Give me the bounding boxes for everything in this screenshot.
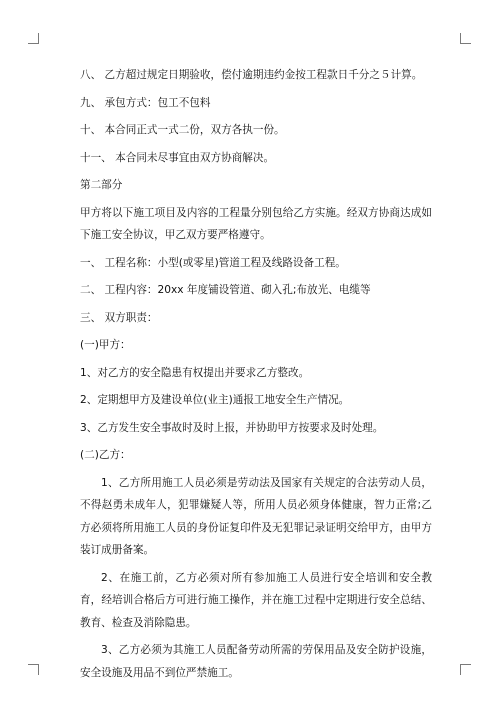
crop-mark-bottom-left [28, 664, 39, 675]
section-heading-part-two: 第二部分 [80, 179, 123, 191]
party-b-duty-2: 2、在施工前，乙方必须对所有参加施工人员进行安全培训和安全教育，经培训合格后方可进行施工操作，并在施工过程中定期进行安全总结、教育、检查及消除隐患。 [80, 571, 432, 629]
item-project-name: 一、 工程名称：小型(或零星)管道工程及线路设备工程。 [80, 256, 346, 269]
crop-mark-bottom-right [460, 664, 471, 675]
party-b-duty-1: 1、乙方所用施工人员必须是劳动法及国家有关规定的合法劳动人员，不得赵勇未成年人，犯罪嫌疑人等，所用人员必须身体健康，智力正常;乙方必须将所用施工人员的身份证复印件及无犯罪记录证明交给甲方，由甲方装订成册备案。 [80, 476, 432, 556]
clause-11: 十一、 本合同未尽事宜由双方协商解决。 [80, 151, 275, 164]
party-a-duty-3: 3、乙方发生安全事故时及时上报，并协助甲方按要求及时处理。 [80, 421, 384, 434]
crop-mark-top-right [460, 33, 471, 44]
item-responsibilities: 三、 双方职责： [80, 311, 158, 324]
subheading-party-b: (二)乙方： [80, 449, 131, 461]
document-body [80, 64, 432, 689]
crop-mark-top-left [28, 33, 39, 44]
clause-10: 十、 本合同正式一式二份，双方各执一份。 [80, 124, 285, 136]
party-a-duty-1: 1、对乙方的安全隐患有权提出并要求乙方整改。 [80, 366, 310, 379]
intro-paragraph: 甲方将以下施工项目及内容的工程量分别包给乙方实施。经双方协商达成如下施工安全协议，甲乙双方要严格遵守。 [80, 206, 432, 241]
subheading-party-a: (一)甲方： [80, 339, 131, 351]
clause-8: 八、 乙方超过规定日期验收，偿付逾期违约金按工程款日千分之５计算。 [80, 69, 423, 81]
clause-9: 九、 承包方式：包工不包料 [80, 96, 211, 109]
party-a-duty-2: 2、定期想甲方及建设单位(业主)通报工地安全生产情况。 [80, 394, 350, 406]
item-project-content: 二、 工程内容：20xx 年度铺设管道、砌入孔;布放光、电缆等 [80, 284, 371, 296]
party-b-duty-3: 3、乙方必须为其施工人员配备劳动所需的劳保用品及安全防护设施，安全设施及用品不到位严禁施工。 [80, 644, 432, 679]
